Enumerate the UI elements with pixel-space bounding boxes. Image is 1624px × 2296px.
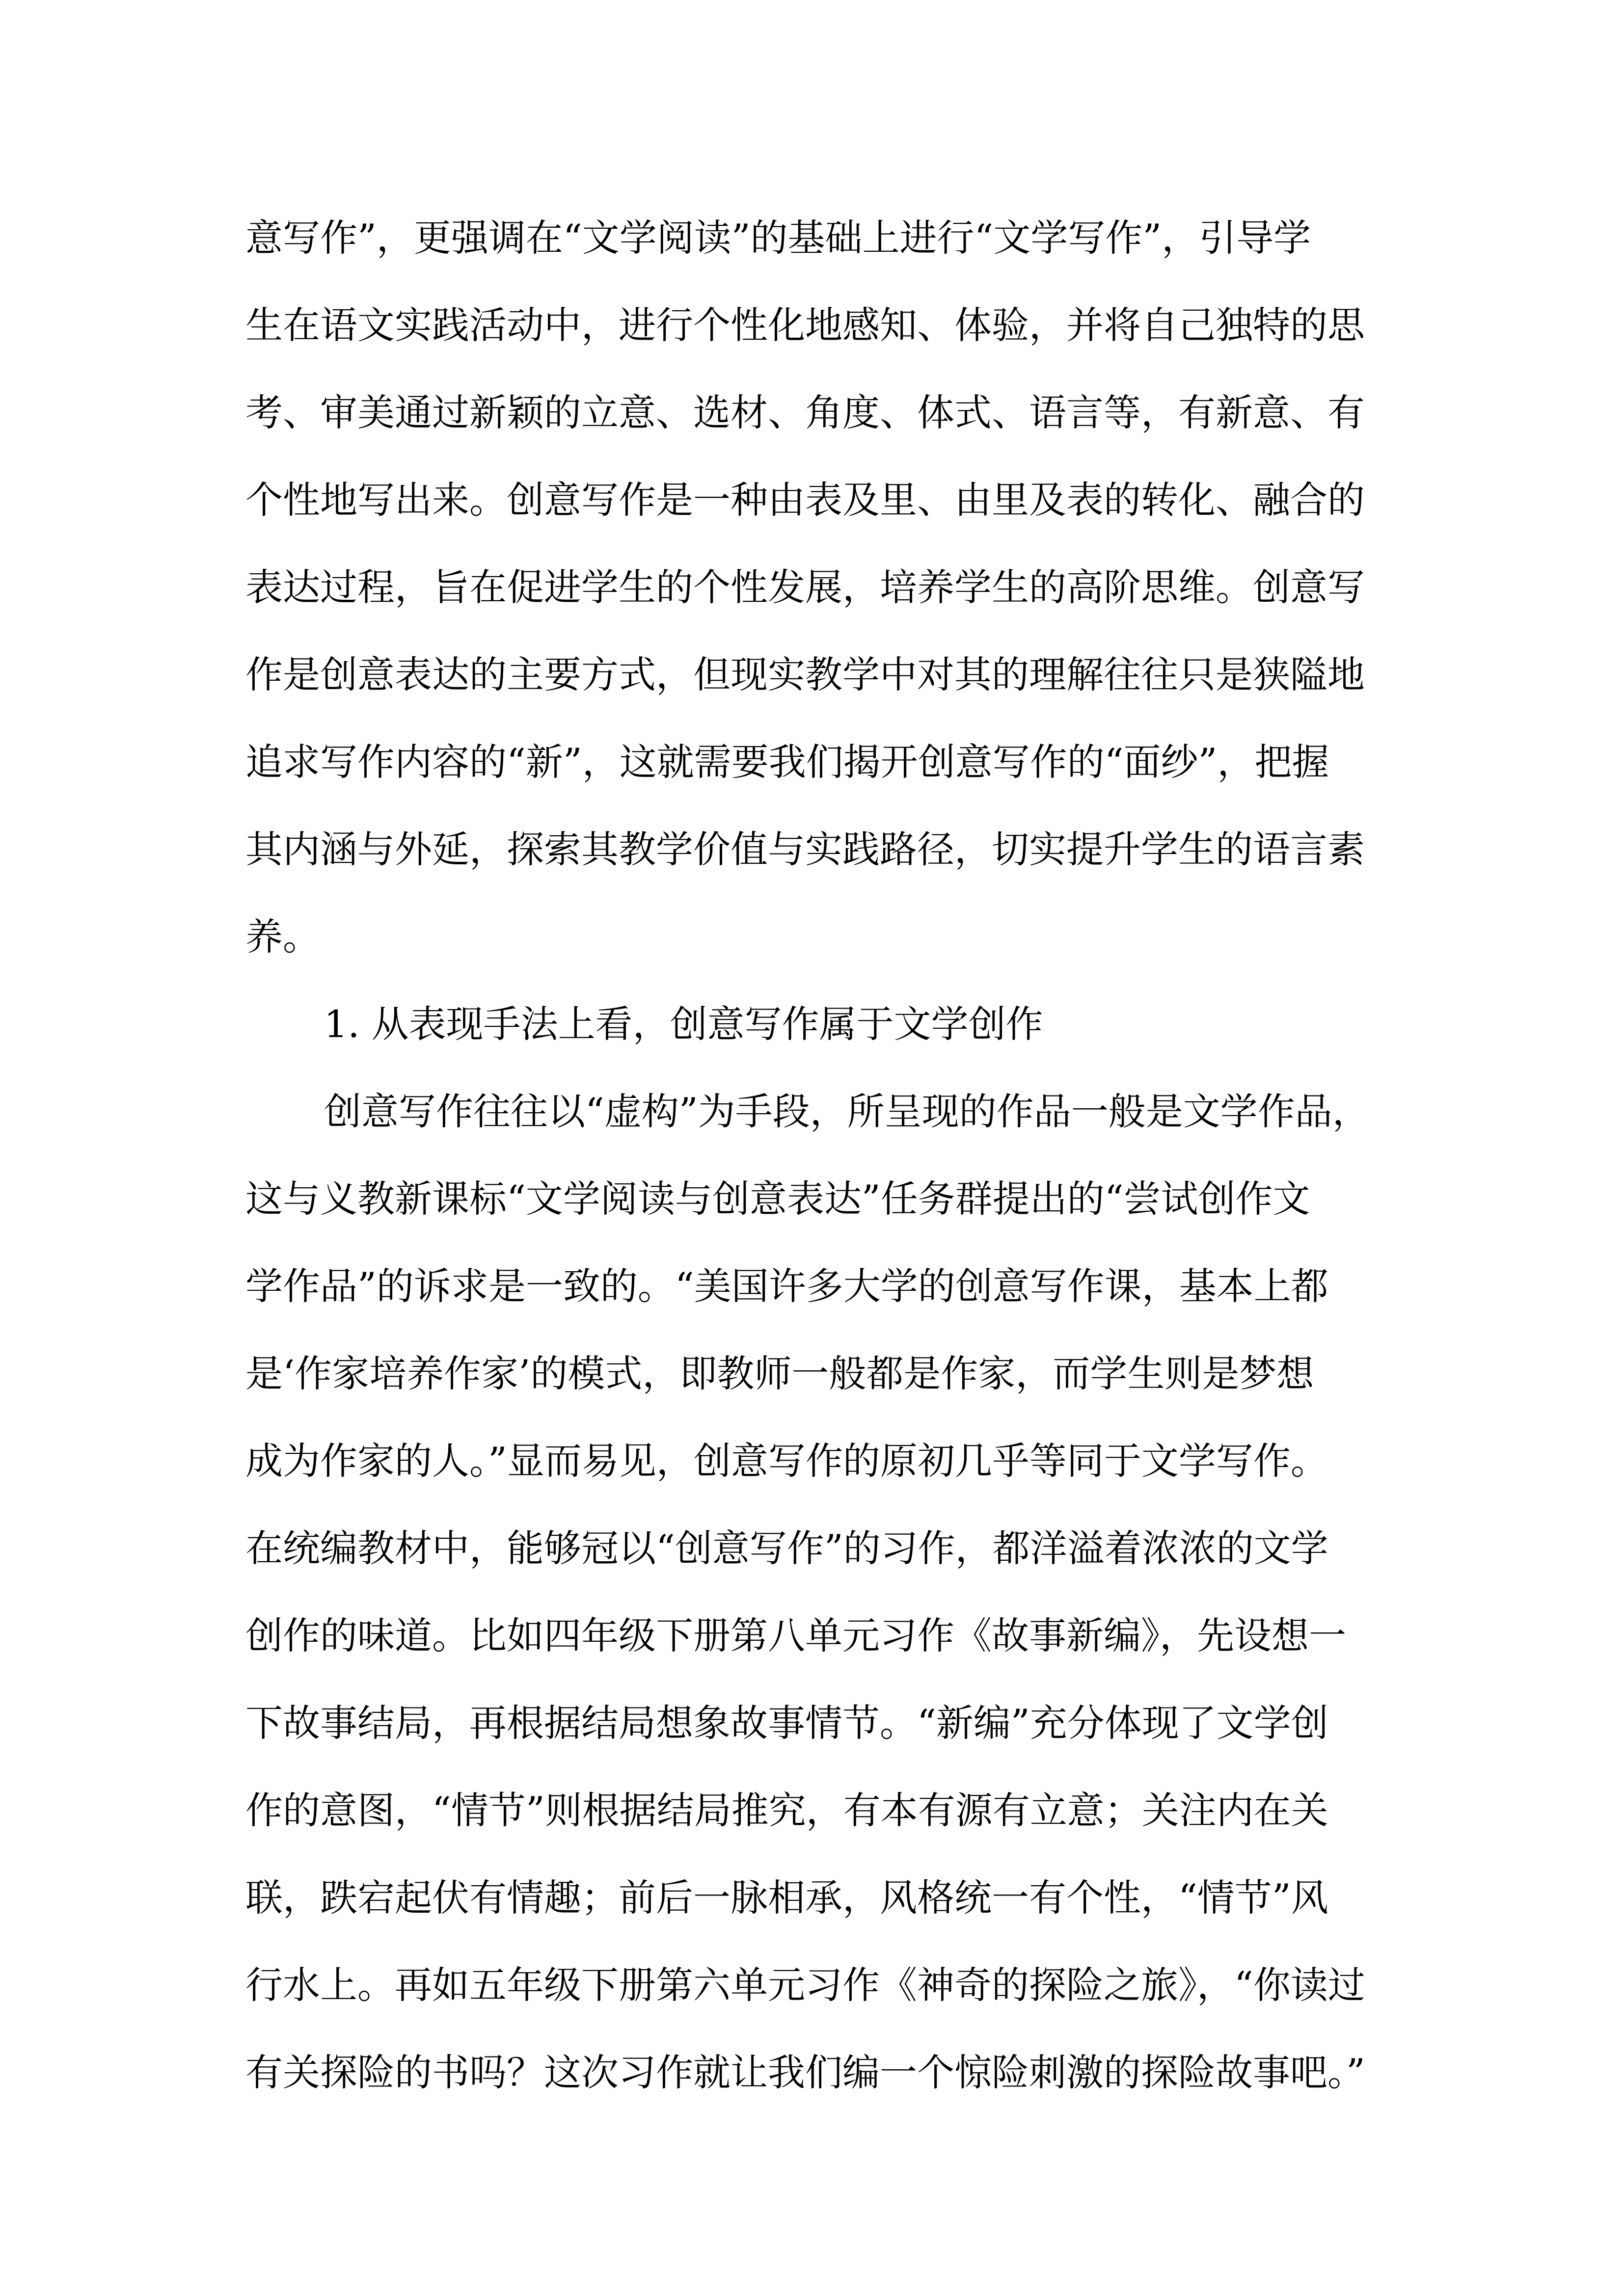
text-line: 追求写作内容的“新”，这就需要我们揭开创意写作的“面纱”，把握 <box>245 740 1329 784</box>
text-line: 创意写作往往以“虚构”为手段，所呈现的作品一般是文学作品， <box>324 1090 1370 1133</box>
text-line: 这与义教新课标“文学阅读与创意表达”任务群提出的“尝试创作文 <box>245 1177 1310 1221</box>
text-line: 表达过程，旨在促进学生的个性发展，培养学生的高阶思维。创意写 <box>245 565 1365 609</box>
text-line: 作是创意表达的主要方式，但现实教学中对其的理解往往只是狭隘地 <box>245 653 1365 696</box>
text-line: 在统编教材中，能够冠以“创意写作”的习作，都洋溢着浓浓的文学 <box>245 1526 1328 1570</box>
text-line: 有关探险的书吗？这次习作就让我们编一个惊险刺激的探险故事吧。” <box>245 2051 1365 2094</box>
text-line: 行水上。再如五年级下册第六单元习作《神奇的探险之旅》，“你读过 <box>245 1963 1365 2007</box>
text-line: 个性地写出来。创意写作是一种由表及里、由里及表的转化、融合的 <box>245 478 1365 522</box>
text-line: 创作的味道。比如四年级下册第八单元习作《故事新编》，先设想一 <box>245 1614 1346 1657</box>
text-line: 考、审美通过新颖的立意、选材、角度、体式、语言等，有新意、有 <box>245 391 1365 434</box>
text-line: 意写作”，更强调在“文学阅读”的基础上进行“文学写作”，引导学 <box>245 216 1311 260</box>
text-line: 生在语文实践活动中，进行个性化地感知、体验，并将自己独特的思 <box>245 303 1365 347</box>
text-line: 联，跌宕起伏有情趣；前后一脉相承，风格统一有个性，“情节”风 <box>245 1876 1328 1920</box>
section-heading: 1. 从表现手法上看，创意写作属于文学创作 <box>324 1002 1043 1046</box>
text-line: 养。 <box>245 915 320 959</box>
text-line: 其内涵与外延，探索其教学价值与实践路径，切实提升学生的语言素 <box>245 828 1365 871</box>
text-line: 作的意图，“情节”则根据结局推究，有本有源有立意；关注内在关 <box>245 1789 1328 1832</box>
text-line: 学作品”的诉求是一致的。“美国许多大学的创意写作课，基本上都 <box>245 1264 1328 1308</box>
text-line: 下故事结局，再根据结局想象故事情节。“新编”充分体现了文学创 <box>245 1701 1328 1745</box>
text-line: 成为作家的人。”显而易见，创意写作的原初几乎等同于文学写作。 <box>245 1439 1328 1483</box>
text-line: 是‘作家培养作家’的模式，即教师一般都是作家，而学生则是梦想 <box>245 1352 1314 1395</box>
